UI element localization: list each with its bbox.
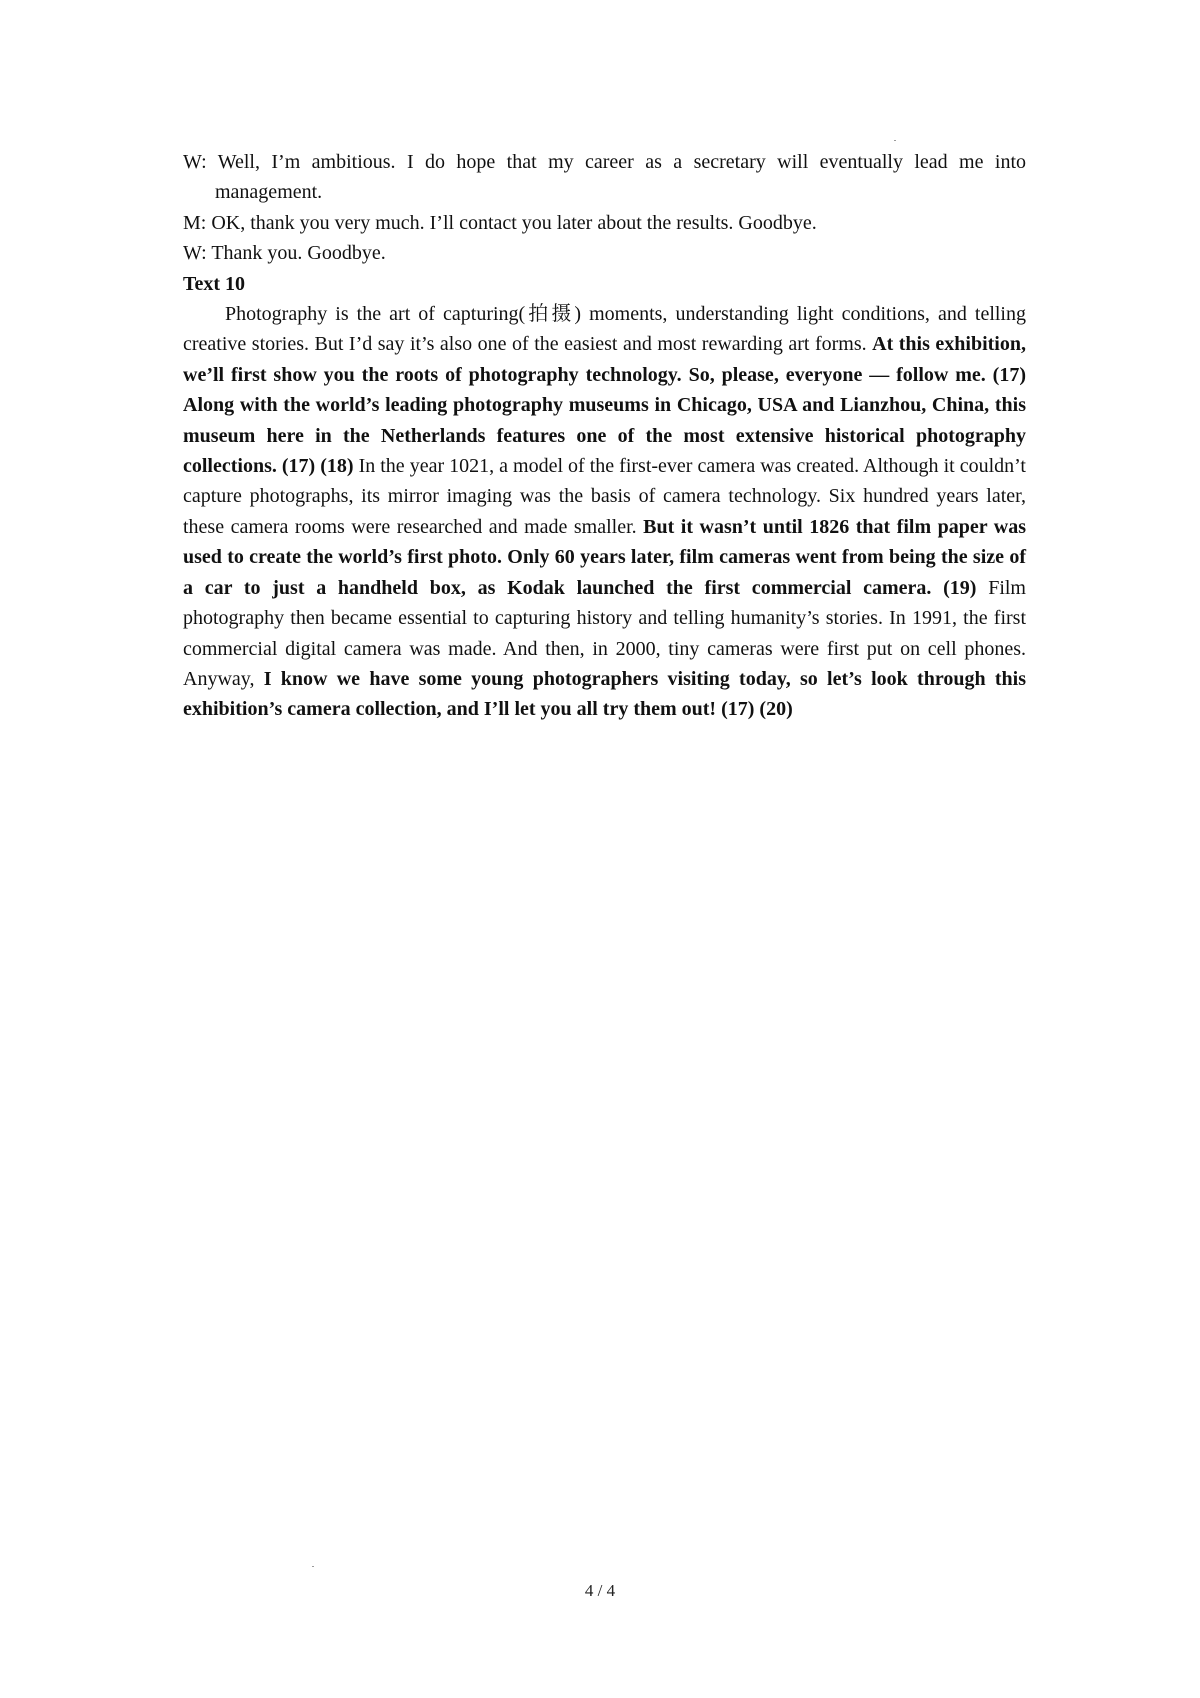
passage-text: Film photography then became essential to capturing history and telling humanity’s stories. In 1991, the first commercial digital camera was made. And then, in 2000, tiny cameras were first put on cell phones. Anyway, xyxy=(183,576,1026,690)
dialogue xyxy=(183,147,1026,269)
passage-bold-text: But it wasn’t until 1826 that film paper was used to create the world’s first photo. Only 60 years later, film cameras went from being the size of a car to just a handheld box, as Kodak launched the first commercial camera. (19) xyxy=(183,515,1026,599)
scan-speck xyxy=(312,1566,314,1567)
section-heading: Text 10 xyxy=(183,272,246,295)
passage-text: In the year 1021, a model of the first-ever camera was created. Although it couldn’t capture photographs, its mirror imaging was the basis of camera technology. Six hundred years later, these camera rooms were researched and made smaller. xyxy=(183,455,1026,538)
passage-paragraph xyxy=(183,299,1026,725)
document-body xyxy=(183,147,1026,725)
dialogue-line: W: Well, I’m ambitious. I do hope that my career as a secretary will eventually lead me into management. xyxy=(183,151,1026,204)
passage-text: Photography is the art of capturing(拍摄) moments, understanding light conditions, and telling creative stories. But I’d say it’s also one of the easiest and most rewarding art forms. xyxy=(183,303,1026,356)
passage-bold-text: At this exhibition, we’ll first show you the roots of photography technology. So, please, everyone — follow me. (17) Along with the world’s leading photography museums in Chicago, USA and Lianzhou, China, this museum here in the Netherlands features one of the most extensive historical photography collections. (17) (18) xyxy=(183,333,1026,478)
page-number: 4 / 4 xyxy=(584,1581,616,1600)
dialogue-line: W: Thank you. Goodbye. xyxy=(183,242,386,265)
passage-bold-text: I know we have some young photographers visiting today, so let’s look through this exhibition’s camera collection, and I’ll let you all try them out! (17) (20) xyxy=(183,667,1026,721)
scan-speck xyxy=(894,140,896,141)
dialogue-line: M: OK, thank you very much. I’ll contact you later about the results. Goodbye. xyxy=(183,211,817,234)
